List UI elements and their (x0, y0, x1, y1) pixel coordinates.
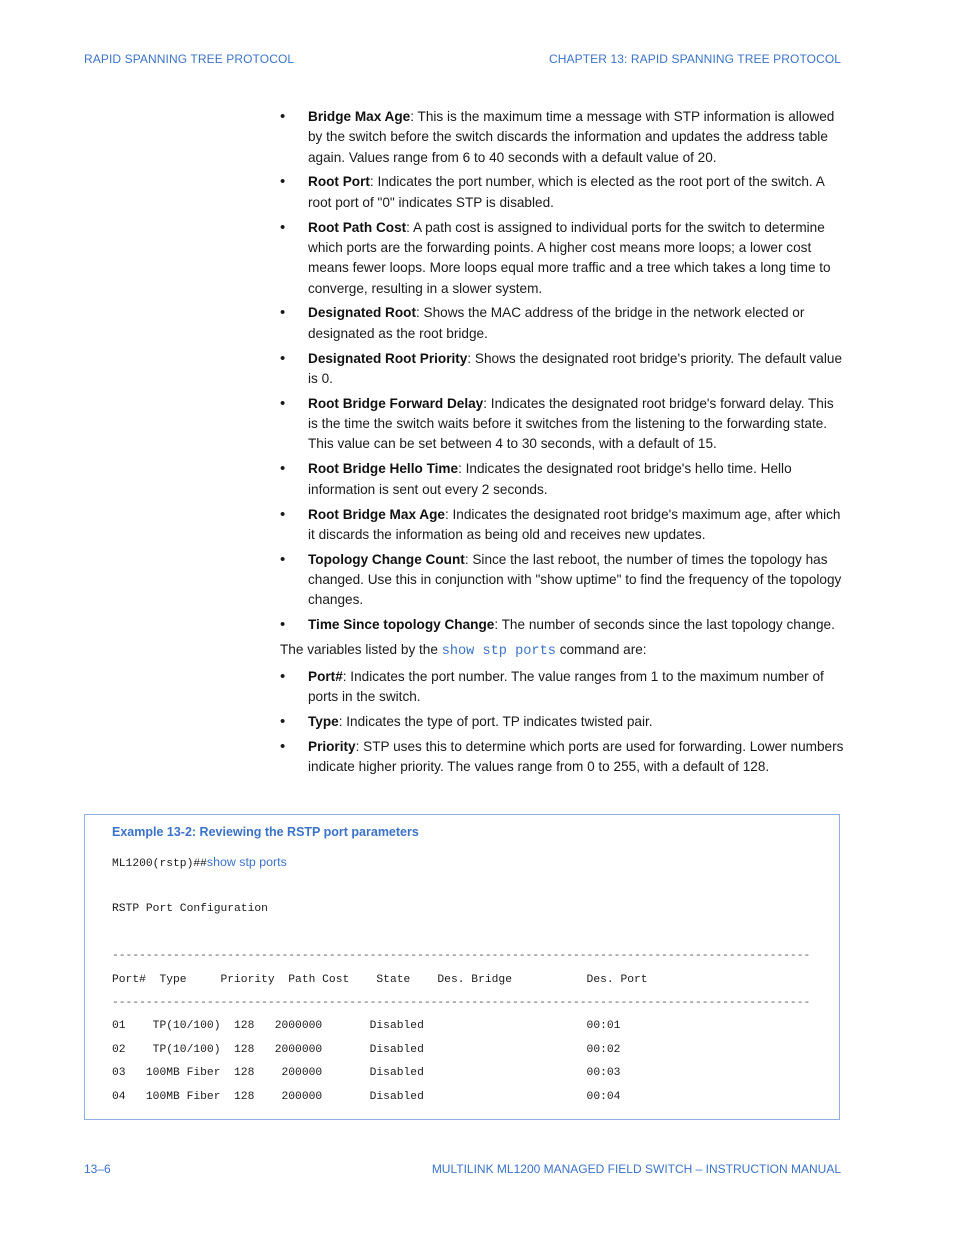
term: Topology Change Count (308, 551, 465, 567)
running-header-chapter: CHAPTER 13: RAPID SPANNING TREE PROTOCOL (549, 52, 842, 66)
definition: : Since the last reboot, the number of times the topology has changed. Use this in conjunction with "show uptime" to find the frequency of the topology changes. (308, 551, 842, 608)
list-item (280, 303, 846, 344)
command-link[interactable]: show stp ports (441, 644, 556, 660)
list-item (280, 107, 846, 168)
list-item (280, 615, 846, 635)
definition: : Indicates the port number. The value ranges from 1 to the maximum number of ports in the switch. (308, 668, 824, 705)
example-title: Example 13-2: Reviewing the RSTP port parameters (112, 825, 419, 839)
definition: : Shows the MAC address of the bridge in the network elected or designated as the root bridge. (308, 305, 805, 341)
example-box (84, 814, 840, 1120)
definition: : Indicates the designated root bridge's hello time. Hello information is sent out every 2 seconds. (308, 461, 792, 497)
table-header: Port# Type Priority Path Cost State Des. Bridge Des. Port (112, 974, 648, 986)
list-item (280, 349, 846, 390)
example-command-line (112, 855, 287, 870)
table-row: 03 100MB Fiber 128 200000 Disabled 00:03 (112, 1067, 621, 1079)
definition: : Shows the designated root bridge's priority. The default value is 0. (308, 350, 843, 386)
term: Root Port (308, 174, 370, 190)
list-item (280, 667, 846, 708)
list-item (280, 459, 846, 500)
list-item (280, 712, 846, 732)
term: Port# (308, 668, 343, 684)
term: Time Since topology Change (308, 617, 495, 633)
body-content (280, 107, 846, 782)
term: Root Bridge Hello Time (308, 461, 459, 477)
term: Bridge Max Age (308, 109, 411, 124)
definition: : Indicates the designated root bridge's forward delay. This is the time the switch waits before it switches from the listening to the forwarding state. This value can be set between 4 to 30 seconds, with a default of 15. (308, 395, 834, 452)
separator-line: ------------------------------------------------------------------------------------------------------- (112, 950, 811, 962)
definition: : A path cost is assigned to individual ports for the switch to determine which ports are the forwarding points. A higher cost means more loops; a lower cost means fewer loops. More loops equal more traffic and a tree which takes a long time to converge, resulting in a slower system. (308, 219, 831, 296)
separator-line: ------------------------------------------------------------------------------------------------------- (112, 997, 811, 1009)
page-number: 13–6 (84, 1162, 111, 1176)
table-row: 02 TP(10/100) 128 2000000 Disabled 00:02 (112, 1044, 621, 1056)
stp-variables-list (280, 107, 846, 635)
list-item (280, 505, 846, 546)
definition: : STP uses this to determine which ports are used for forwarding. Lower numbers indicate higher priority. The values range from 0 to 255, with a default of 128. (308, 739, 844, 775)
cli-prompt: ML1200(rstp)## (112, 858, 207, 870)
definition: : Indicates the port number, which is elected as the root port of the switch. A root port of "0" indicates STP is disabled. (308, 174, 825, 210)
definition: : The number of seconds since the last topology change. (494, 617, 835, 633)
table-row: 04 100MB Fiber 128 200000 Disabled 00:04 (112, 1091, 621, 1103)
term: Designated Root Priority (308, 350, 468, 366)
section-title: RSTP Port Configuration (112, 903, 268, 915)
definition: : Indicates the type of port. TP indicates twisted pair. (338, 714, 653, 730)
list-item (280, 218, 846, 299)
intro-text-after: command are: (555, 642, 647, 658)
port-variables-list (280, 667, 846, 778)
table-row: 01 TP(10/100) 128 2000000 Disabled 00:01 (112, 1020, 621, 1032)
term: Designated Root (308, 305, 416, 321)
definition: : Indicates the designated root bridge's maximum age, after which it discards the information as being old and receives new updates. (308, 506, 841, 542)
term: Root Bridge Max Age (308, 506, 445, 522)
intro-paragraph (280, 640, 846, 662)
definition: : This is the maximum time a message with STP information is allowed by the switch before the switch discards the information and updates the address table again. Values range from 6 to 40 seconds with a default value of 20. (308, 109, 835, 165)
list-item (280, 550, 846, 611)
list-item (280, 394, 846, 455)
list-item (280, 172, 846, 213)
running-header-section: RAPID SPANNING TREE PROTOCOL (84, 52, 295, 66)
manual-title: MULTILINK ML1200 MANAGED FIELD SWITCH – INSTRUCTION MANUAL (431, 1162, 841, 1176)
cli-command: show stp ports (206, 855, 287, 869)
term: Root Path Cost (308, 219, 407, 235)
term: Type (308, 714, 339, 730)
term: Root Bridge Forward Delay (308, 395, 484, 411)
term: Priority (308, 739, 356, 755)
list-item (280, 737, 846, 778)
intro-text-before: The variables listed by the (280, 642, 442, 658)
